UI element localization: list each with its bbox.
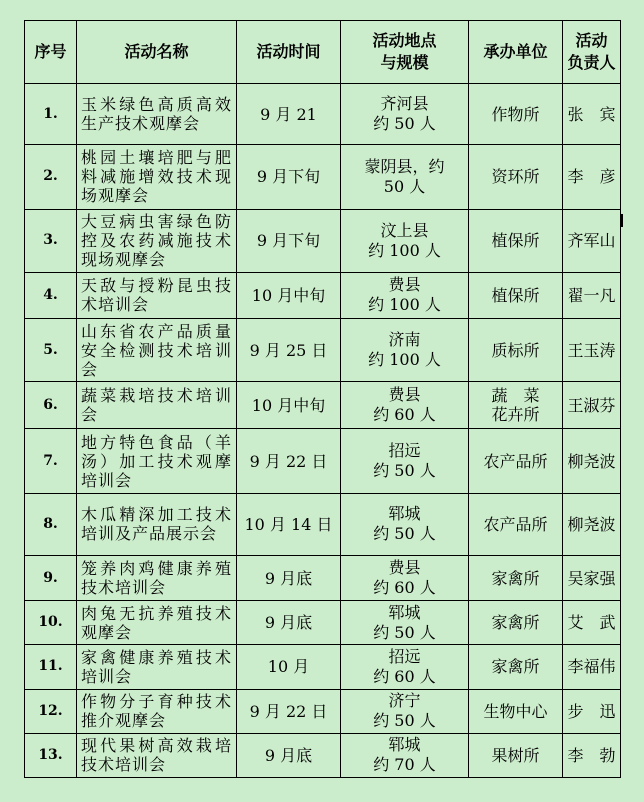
row-activity-name: 现代果树高效栽培技术培训会 — [77, 733, 237, 777]
table-row — [25, 145, 621, 209]
row-time: 10 月 14 日 — [237, 493, 341, 555]
header-location: 活动地点 与规模 — [341, 21, 469, 84]
row-activity-name: 笼养肉鸡健康养殖技术培训会 — [77, 555, 237, 600]
row-time: 10 月中旬 — [237, 382, 341, 429]
table-row — [25, 84, 621, 145]
row-owner: 齐军山 — [563, 209, 621, 272]
table-row — [25, 429, 621, 493]
row-seq: 7. — [25, 429, 77, 493]
row-location: 济南 约 100 人 — [341, 318, 469, 381]
row-activity-name: 蔬菜栽培技术培训会 — [77, 382, 237, 429]
table-row — [25, 689, 621, 733]
row-seq: 6. — [25, 382, 77, 429]
row-owner: 李福伟 — [563, 645, 621, 689]
row-activity-name: 家禽健康养殖技术培训会 — [77, 645, 237, 689]
row-owner: 柳尧波 — [563, 429, 621, 493]
row-seq: 10. — [25, 601, 77, 645]
row-location: 招远 约 50 人 — [341, 429, 469, 493]
table-row — [25, 318, 621, 381]
row-location: 郓城 约 50 人 — [341, 493, 469, 555]
row-organizer: 农产品所 — [469, 429, 563, 493]
row-organizer: 果树所 — [469, 733, 563, 777]
row-owner: 艾 武 — [563, 601, 621, 645]
table-row — [25, 601, 621, 645]
row-seq: 3. — [25, 209, 77, 272]
row-organizer: 农产品所 — [469, 493, 563, 555]
row-seq: 13. — [25, 733, 77, 777]
row-location: 郓城 约 70 人 — [341, 733, 469, 777]
row-location: 蒙阴县，约 50 人 — [341, 145, 469, 209]
row-location: 汶上县 约 100 人 — [341, 209, 469, 272]
header-time: 活动时间 — [237, 21, 341, 84]
header-owner: 活动 负责人 — [563, 21, 621, 84]
row-organizer: 资环所 — [469, 145, 563, 209]
row-owner: 王玉涛 — [563, 318, 621, 381]
row-owner: 柳尧波 — [563, 493, 621, 555]
header-organizer: 承办单位 — [469, 21, 563, 84]
row-owner: 李 勃 — [563, 733, 621, 777]
row-activity-name: 作物分子育种技术推介观摩会 — [77, 689, 237, 733]
row-time: 9 月 22 日 — [237, 689, 341, 733]
header-seq: 序号 — [25, 21, 77, 84]
row-activity-name: 桃园土壤培肥与肥料减施增效技术现场观摩会 — [77, 145, 237, 209]
header-name: 活动名称 — [77, 21, 237, 84]
row-seq: 12. — [25, 689, 77, 733]
row-organizer: 家禽所 — [469, 601, 563, 645]
row-location: 费县 约 100 人 — [341, 272, 469, 318]
row-time: 9 月 22 日 — [237, 429, 341, 493]
row-activity-name: 肉兔无抗养殖技术观摩会 — [77, 601, 237, 645]
table-row — [25, 209, 621, 272]
row-time: 9 月底 — [237, 601, 341, 645]
row-time: 10 月 — [237, 645, 341, 689]
row-location: 招远 约 60 人 — [341, 645, 469, 689]
row-organizer: 家禽所 — [469, 645, 563, 689]
row-activity-name: 玉米绿色高质高效生产技术观摩会 — [77, 84, 237, 145]
row-activity-name: 天敌与授粉昆虫技术培训会 — [77, 272, 237, 318]
table-row — [25, 493, 621, 555]
row-activity-name: 大豆病虫害绿色防控及农药减施技术现场观摩会 — [77, 209, 237, 272]
row-seq: 11. — [25, 645, 77, 689]
row-seq: 5. — [25, 318, 77, 381]
table-row — [25, 382, 621, 429]
table-row — [25, 645, 621, 689]
row-owner: 王淑芬 — [563, 382, 621, 429]
row-seq: 1. — [25, 84, 77, 145]
row-activity-name: 木瓜精深加工技术培训及产品展示会 — [77, 493, 237, 555]
row-organizer: 生物中心 — [469, 689, 563, 733]
row-time: 9 月底 — [237, 555, 341, 600]
row-time: 9 月 21 — [237, 84, 341, 145]
row-organizer: 质标所 — [469, 318, 563, 381]
row-time: 10 月中旬 — [237, 272, 341, 318]
row-activity-name: 地方特色食品（羊汤）加工技术观摩培训会 — [77, 429, 237, 493]
row-activity-name: 山东省农产品质量安全检测技术培训会 — [77, 318, 237, 381]
row-organizer: 家禽所 — [469, 555, 563, 600]
row-owner: 张 宾 — [563, 84, 621, 145]
row-seq: 4. — [25, 272, 77, 318]
row-organizer: 作物所 — [469, 84, 563, 145]
row-organizer: 蔬 菜 花卉所 — [469, 382, 563, 429]
row-seq: 2. — [25, 145, 77, 209]
row-seq: 9. — [25, 555, 77, 600]
row-owner: 翟一凡 — [563, 272, 621, 318]
row-organizer: 植保所 — [469, 272, 563, 318]
table-row — [25, 272, 621, 318]
table-row — [25, 733, 621, 777]
activity-table — [24, 20, 621, 778]
row-location: 费县 约 60 人 — [341, 382, 469, 429]
row-owner: 李 彦 — [563, 145, 621, 209]
table-row — [25, 555, 621, 600]
row-seq: 8. — [25, 493, 77, 555]
row-location: 齐河县 约 50 人 — [341, 84, 469, 145]
row-time: 9 月底 — [237, 733, 341, 777]
row-time: 9 月下旬 — [237, 209, 341, 272]
edge-marker — [621, 214, 623, 227]
row-time: 9 月下旬 — [237, 145, 341, 209]
row-owner: 步 迅 — [563, 689, 621, 733]
row-location: 费县 约 60 人 — [341, 555, 469, 600]
activity-table-container — [24, 20, 620, 778]
row-organizer: 植保所 — [469, 209, 563, 272]
row-location: 郓城 约 50 人 — [341, 601, 469, 645]
row-owner: 吴家强 — [563, 555, 621, 600]
table-header-row — [25, 21, 621, 84]
row-location: 济宁 约 50 人 — [341, 689, 469, 733]
row-time: 9 月 25 日 — [237, 318, 341, 381]
